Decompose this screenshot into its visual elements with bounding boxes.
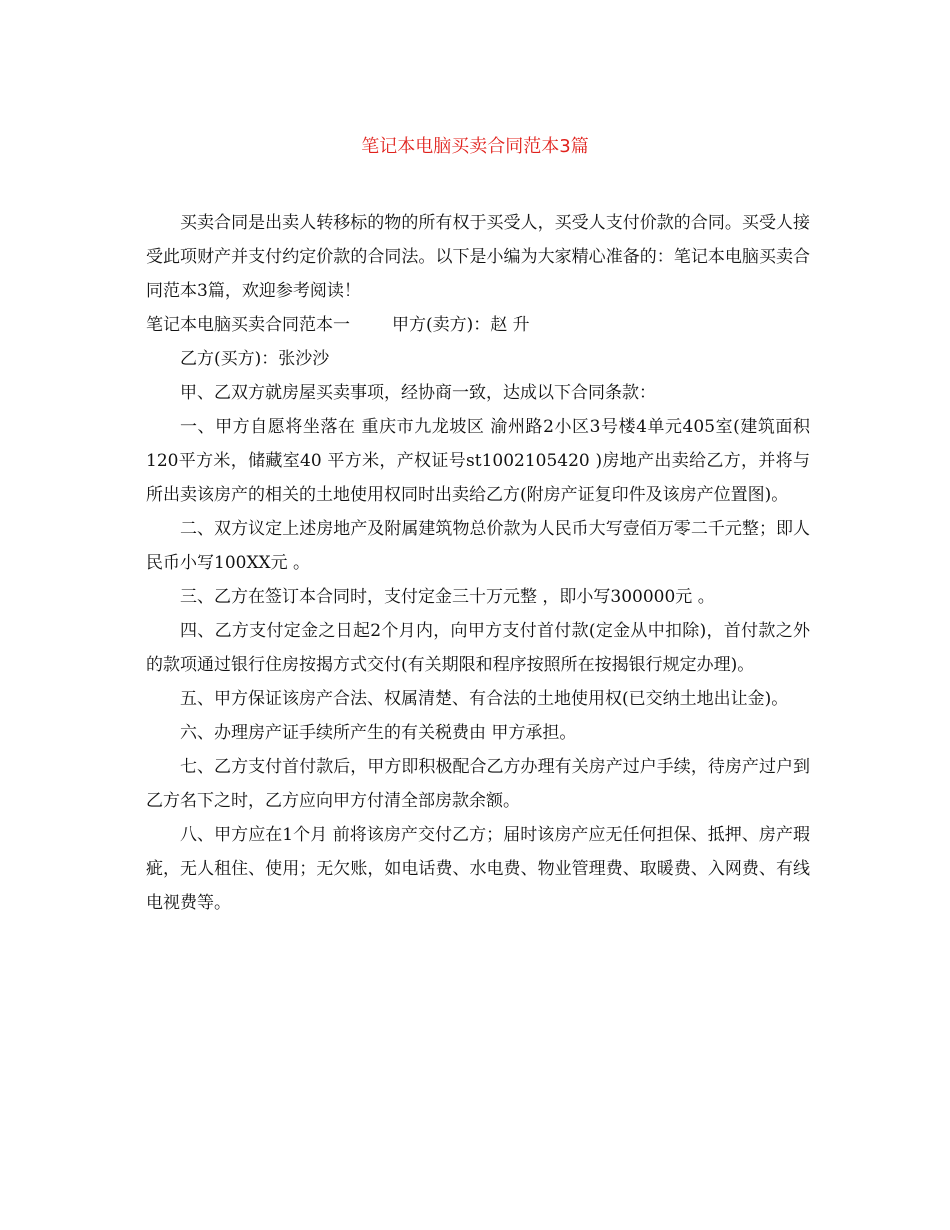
document-title: 笔记本电脑买卖合同范本3篇 xyxy=(361,136,589,157)
document-body xyxy=(146,206,810,920)
section-heading: 笔记本电脑买卖合同范本一 xyxy=(146,315,350,335)
clause-6: 六、办理房产证手续所产生的有关税费由 甲方承担。 xyxy=(180,723,577,743)
clause-8: 八、甲方应在1个月 前将该房产交付乙方；届时该房产应无任何担保、抵押、房产瑕疵，无人租住、使用；无欠账，如电话费、水电费、物业管理费、取暖费、入网费、有线电视费等。 xyxy=(146,825,810,913)
clause-5: 五、甲方保证该房产合法、权属清楚、有合法的土地使用权(已交纳土地出让金)。 xyxy=(180,689,789,709)
clause-7: 七、乙方支付首付款后，甲方即积极配合乙方办理有关房产过户手续，待房产过户到乙方名下之时，乙方应向甲方付清全部房款余额。 xyxy=(146,757,810,811)
party-b: 乙方(买方)：张沙沙 xyxy=(180,349,330,369)
agreement-line: 甲、乙双方就房屋买卖事项，经协商一致，达成以下合同条款： xyxy=(180,383,656,403)
clause-1: 一、甲方自愿将坐落在 重庆市九龙坡区 渝州路2小区3号楼4单元405室(建筑面积120平方米，储藏室40 平方米，产权证号st1002105420 )房地产出卖给乙方，并将与所出卖该房产的相关的土地使用权同时出卖给乙方(附房产证复印件及该房产位置图)。 xyxy=(146,417,810,505)
party-a: 甲方(卖方)：赵 升 xyxy=(392,315,530,335)
intro-paragraph: 买卖合同是出卖人转移标的物的所有权于买受人，买受人支付价款的合同。买受人接受此项财产并支付约定价款的合同法。以下是小编为大家精心准备的：笔记本电脑买卖合同范本3篇，欢迎参考阅读！ xyxy=(146,213,810,301)
clause-4: 四、乙方支付定金之日起2个月内，向甲方支付首付款(定金从中扣除)，首付款之外的款项通过银行住房按揭方式交付(有关期限和程序按照所在按揭银行规定办理)。 xyxy=(146,621,810,675)
heading-line xyxy=(146,308,810,342)
clause-3: 三、乙方在签订本合同时，支付定金三十万元整 ，即小写300000元 。 xyxy=(180,587,715,607)
clause-2: 二、双方议定上述房地产及附属建筑物总价款为人民币大写壹佰万零二千元整；即人民币小写100XX元 。 xyxy=(146,519,810,573)
